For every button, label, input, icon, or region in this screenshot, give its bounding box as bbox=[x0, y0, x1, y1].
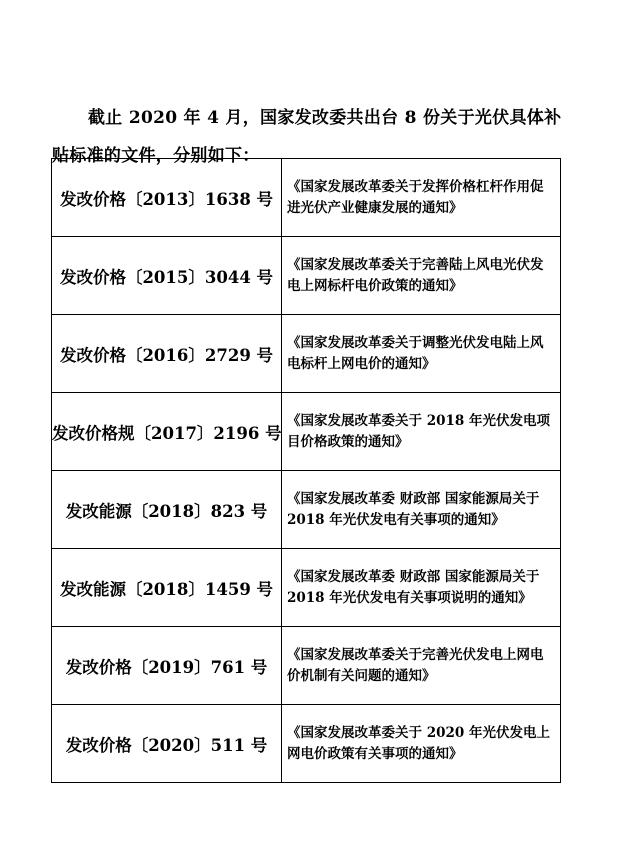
table-row bbox=[52, 705, 561, 783]
document-number: 发改能源〔2018〕1459 号 bbox=[52, 549, 282, 627]
document-number: 发改能源〔2018〕823 号 bbox=[52, 471, 282, 549]
policy-document-table bbox=[51, 158, 561, 783]
document-title: 《国家发展改革委关于 2018 年光伏发电项目价格政策的通知》 bbox=[282, 393, 561, 471]
table-row bbox=[52, 549, 561, 627]
document-number: 发改价格〔2019〕761 号 bbox=[52, 627, 282, 705]
table-row bbox=[52, 627, 561, 705]
document-title: 《国家发展改革委关于完善陆上风电光伏发电上网标杆电价政策的通知》 bbox=[282, 237, 561, 315]
table-row bbox=[52, 315, 561, 393]
table-row bbox=[52, 237, 561, 315]
table-row bbox=[52, 471, 561, 549]
document-title: 《国家发展改革委关于调整光伏发电陆上风电标杆上网电价的通知》 bbox=[282, 315, 561, 393]
document-number: 发改价格〔2016〕2729 号 bbox=[52, 315, 282, 393]
intro-paragraph: 截止 2020 年 4 月，国家发改委共出台 8 份关于光伏具体补贴标准的文件，分别如下： bbox=[52, 108, 562, 166]
document-title: 《国家发展改革委关于完善光伏发电上网电价机制有关问题的通知》 bbox=[282, 627, 561, 705]
document-number: 发改价格〔2015〕3044 号 bbox=[52, 237, 282, 315]
document-number: 发改价格〔2020〕511 号 bbox=[52, 705, 282, 783]
document-title: 《国家发展改革委 财政部 国家能源局关于 2018 年光伏发电有关事项说明的通知》 bbox=[282, 549, 561, 627]
table-row bbox=[52, 393, 561, 471]
document-title: 《国家发展改革委关于 2020 年光伏发电上网电价政策有关事项的通知》 bbox=[282, 705, 561, 783]
table-row bbox=[52, 159, 561, 237]
document-number: 发改价格〔2013〕1638 号 bbox=[52, 159, 282, 237]
document-title: 《国家发展改革委关于发挥价格杠杆作用促进光伏产业健康发展的通知》 bbox=[282, 159, 561, 237]
document-title: 《国家发展改革委 财政部 国家能源局关于 2018 年光伏发电有关事项的通知》 bbox=[282, 471, 561, 549]
document-number: 发改价格规〔2017〕2196 号 bbox=[52, 393, 282, 471]
